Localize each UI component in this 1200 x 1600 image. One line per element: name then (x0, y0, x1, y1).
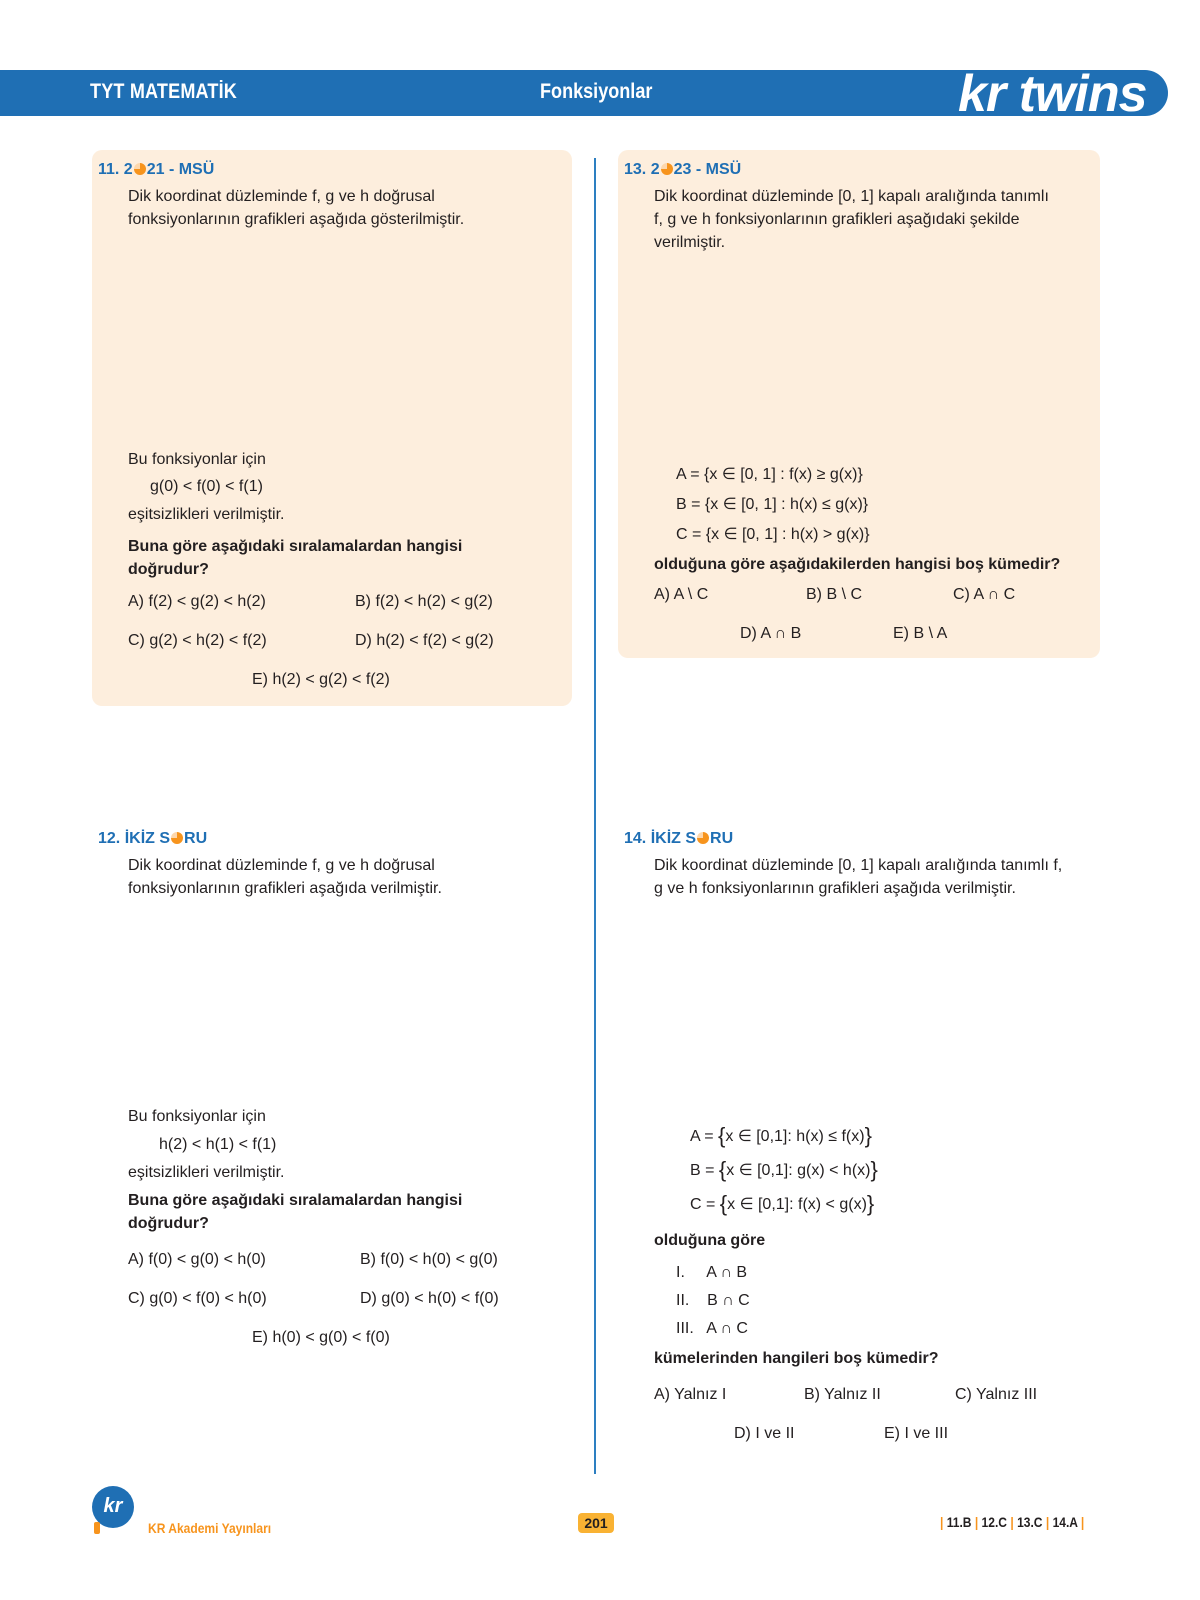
q11-number (98, 161, 214, 179)
q13-option-d[interactable]: D) A ∩ B (740, 625, 802, 642)
q14-origin: O (776, 1091, 787, 1107)
q13-tick-1: 1 (913, 429, 921, 445)
q13-question: olduğuna göre aşağıdakilerden hangisi boş kümedir? (654, 556, 1061, 573)
brace-left: { (718, 1157, 727, 1182)
q13-option-e[interactable]: E) B \ A (893, 625, 948, 642)
q13-origin: O (762, 427, 773, 443)
q12-option-b[interactable]: B) f(0) < h(0) < g(0) (360, 1251, 498, 1268)
q12-origin: O (256, 1073, 267, 1089)
q12-option-d[interactable]: D) g(0) < h(0) < f(0) (360, 1290, 499, 1307)
q14-question: kümelerinden hangileri boş kümedir? (654, 1350, 939, 1367)
answer-key (940, 1514, 1084, 1530)
q12-line-black (271, 941, 397, 1055)
q14-set-a (690, 1123, 872, 1149)
q14-label-g: g (930, 1014, 938, 1030)
footer-publisher: KR Akademi Yayınları (148, 1520, 272, 1536)
q12-option-a[interactable]: A) f(0) < g(0) < h(0) (128, 1251, 266, 1268)
q13-label-f: f (925, 289, 929, 305)
q11-x-label: x (436, 397, 443, 413)
q12-tick-2: 2 (393, 1075, 401, 1091)
q11-option-e[interactable]: E) h(2) < g(2) < f(2) (252, 671, 390, 688)
q13-text-3: verilmiştir. (654, 234, 726, 251)
q11-intro: Bu fonksiyonlar için (128, 451, 266, 468)
pie-icon (171, 832, 183, 844)
q11-box (92, 150, 572, 706)
q14-y-label: y (798, 916, 805, 932)
brace-left: { (718, 1123, 726, 1148)
column-divider (594, 158, 596, 1474)
divider-bar: | (974, 1514, 979, 1530)
q12-number-post: RU (184, 830, 208, 847)
answer-11: 11.B (946, 1514, 972, 1530)
q14-option-c[interactable]: C) Yalnız III (955, 1386, 1038, 1403)
divider-bar: | (1080, 1514, 1085, 1530)
footer-logo-accent (94, 1522, 100, 1534)
header-subject: TYT MATEMATİK (90, 80, 238, 103)
q13-text-2: f, g ve h fonksiyonlarının grafikleri aşağıdaki şekilde (654, 211, 1020, 228)
q12-question-2: doğrudur? (128, 1215, 209, 1232)
page-header (0, 65, 1168, 123)
q14-set-a-body: x ∈ [0,1]: h(x) ≤ f(x) (725, 1128, 865, 1145)
q14-label-h: h (930, 1055, 938, 1071)
q14-text-2: g ve h fonksiyonlarının grafikleri aşağıda verilmiştir. (654, 880, 1016, 897)
brace-right: } (864, 1123, 872, 1148)
q14-set-b (690, 1157, 878, 1183)
brace-right: } (866, 1191, 875, 1216)
q14-x-label: x (970, 1083, 977, 1099)
q11-option-b[interactable]: B) f(2) < h(2) < g(2) (355, 593, 493, 610)
q14-item-2: II. B ∩ C (676, 1292, 750, 1309)
q11-question-2: doğrudur? (128, 561, 209, 578)
q12-given: eşitsizlikleri verilmiştir. (128, 1164, 285, 1181)
q14-set-a-label: A = (690, 1128, 714, 1145)
q12-question-1: Buna göre aşağıdaki sıralamalardan hangisi (128, 1192, 463, 1209)
q14-set-c-body: x ∈ [0,1]: f(x) < g(x) (727, 1196, 867, 1213)
q14-given: olduğuna göre (654, 1232, 766, 1249)
q13-set-a: A = {x ∈ [0, 1] : f(x) ≥ g(x)} (676, 466, 863, 483)
q13-number-pre: 13. 2 (624, 161, 660, 178)
q13-option-b[interactable]: B) B \ C (806, 586, 863, 603)
q11-text-1: Dik koordinat düzleminde f, g ve h doğrusal (128, 188, 435, 205)
q12-text-2: fonksiyonlarının grafikleri aşağıda verilmiştir. (128, 880, 442, 897)
q12-line-red (271, 965, 397, 1035)
q14-label-f: f (932, 997, 936, 1013)
pie-icon (697, 832, 709, 844)
q12-text-1: Dik koordinat düzleminde f, g ve h doğrusal (128, 857, 435, 874)
q12-option-c[interactable]: C) g(0) < f(0) < h(0) (128, 1290, 267, 1307)
page-number: 201 (578, 1513, 614, 1533)
q13-option-a[interactable]: A) A \ C (654, 586, 709, 603)
q14-tick-1: 1 (921, 1091, 929, 1107)
q14-set-b-label: B = (690, 1162, 715, 1179)
q14-option-e[interactable]: E) I ve III (884, 1425, 949, 1442)
q14-option-a[interactable]: A) Yalnız I (654, 1386, 727, 1403)
pie-icon (661, 163, 673, 175)
q12-y-label: y (277, 908, 284, 924)
q11-y-label: y (268, 243, 275, 259)
divider-bar: | (1010, 1514, 1014, 1530)
q11-option-d[interactable]: D) h(2) < f(2) < g(2) (355, 632, 494, 649)
q11-option-a[interactable]: A) f(2) < g(2) < h(2) (128, 593, 266, 610)
q12-tick-1: 1 (329, 1075, 337, 1091)
q12-intro: Bu fonksiyonlar için (128, 1108, 266, 1125)
q13-set-b: B = {x ∈ [0, 1] : h(x) ≤ g(x)} (676, 496, 869, 513)
q14-item-1: I. A ∩ B (676, 1264, 748, 1281)
q14-item-3: III. A ∩ C (676, 1320, 748, 1337)
divider-bar: | (940, 1514, 944, 1530)
q13-number (624, 161, 741, 179)
q13-set-c: C = {x ∈ [0, 1] : h(x) > g(x)} (676, 526, 870, 543)
q14-number-pre: 14. İKİZ S (624, 830, 697, 847)
q11-number-post: 21 - MSÜ (146, 161, 215, 178)
q11-given: eşitsizlikleri verilmiştir. (128, 506, 285, 523)
q11-number-pre: 11. 2 (98, 161, 133, 178)
footer-logo-text: kr (103, 1495, 123, 1517)
q14-option-b[interactable]: B) Yalnız II (804, 1386, 881, 1403)
q14-number (624, 830, 733, 848)
q11-text-2: fonksiyonlarının grafikleri aşağıda gösterilmiştir. (128, 211, 465, 228)
q12-number-pre: 12. İKİZ S (98, 830, 171, 847)
q13-text-1: Dik koordinat düzleminde [0, 1] kapalı aralığında tanımlı (654, 188, 1049, 205)
q11-option-c[interactable]: C) g(2) < h(2) < f(2) (128, 632, 267, 649)
q14-option-d[interactable]: D) I ve II (734, 1425, 795, 1442)
q13-label-h: h (925, 377, 933, 393)
q14-line-h (792, 941, 925, 1067)
q11-inequality: g(0) < f(0) < f(1) (150, 478, 263, 495)
q12-inequality: h(2) < h(1) < f(1) (159, 1136, 277, 1153)
q14-number-post: RU (710, 830, 734, 847)
brace-right: } (870, 1157, 878, 1182)
q13-option-c[interactable]: C) A ∩ C (953, 586, 1016, 603)
q14-line-g (792, 969, 925, 1015)
q13-number-post: 23 - MSÜ (673, 161, 742, 178)
q13-label-g: g (925, 322, 933, 338)
divider-bar: | (1045, 1514, 1050, 1530)
q13-x-label: x (967, 411, 974, 427)
brace-left: { (719, 1191, 728, 1216)
q11-tick-1: 1 (319, 409, 327, 425)
brand-logo: kr twins (958, 65, 1147, 123)
q14-set-b-body: x ∈ [0,1]: g(x) < h(x) (726, 1162, 871, 1179)
q12-number (98, 830, 207, 848)
pie-icon (134, 163, 146, 175)
q14-set-c (690, 1191, 874, 1217)
answer-14: 14.A (1052, 1514, 1078, 1530)
q12-x-label: x (448, 1067, 455, 1083)
header-topic: Fonksiyonlar (540, 80, 653, 103)
q13-y-label: y (789, 264, 796, 280)
q14-set-c-label: C = (690, 1196, 716, 1213)
q14-text-1: Dik koordinat düzleminde [0, 1] kapalı aralığında tanımlı f, (654, 857, 1063, 874)
q11-tick-2: 2 (383, 409, 391, 425)
q11-question-1: Buna göre aşağıdaki sıralamalardan hangisi (128, 538, 463, 555)
answer-13: 13.C (1017, 1514, 1043, 1530)
answer-12: 12.C (981, 1514, 1007, 1530)
q12-option-e[interactable]: E) h(0) < g(0) < f(0) (252, 1329, 390, 1346)
q11-origin: O (243, 409, 254, 425)
